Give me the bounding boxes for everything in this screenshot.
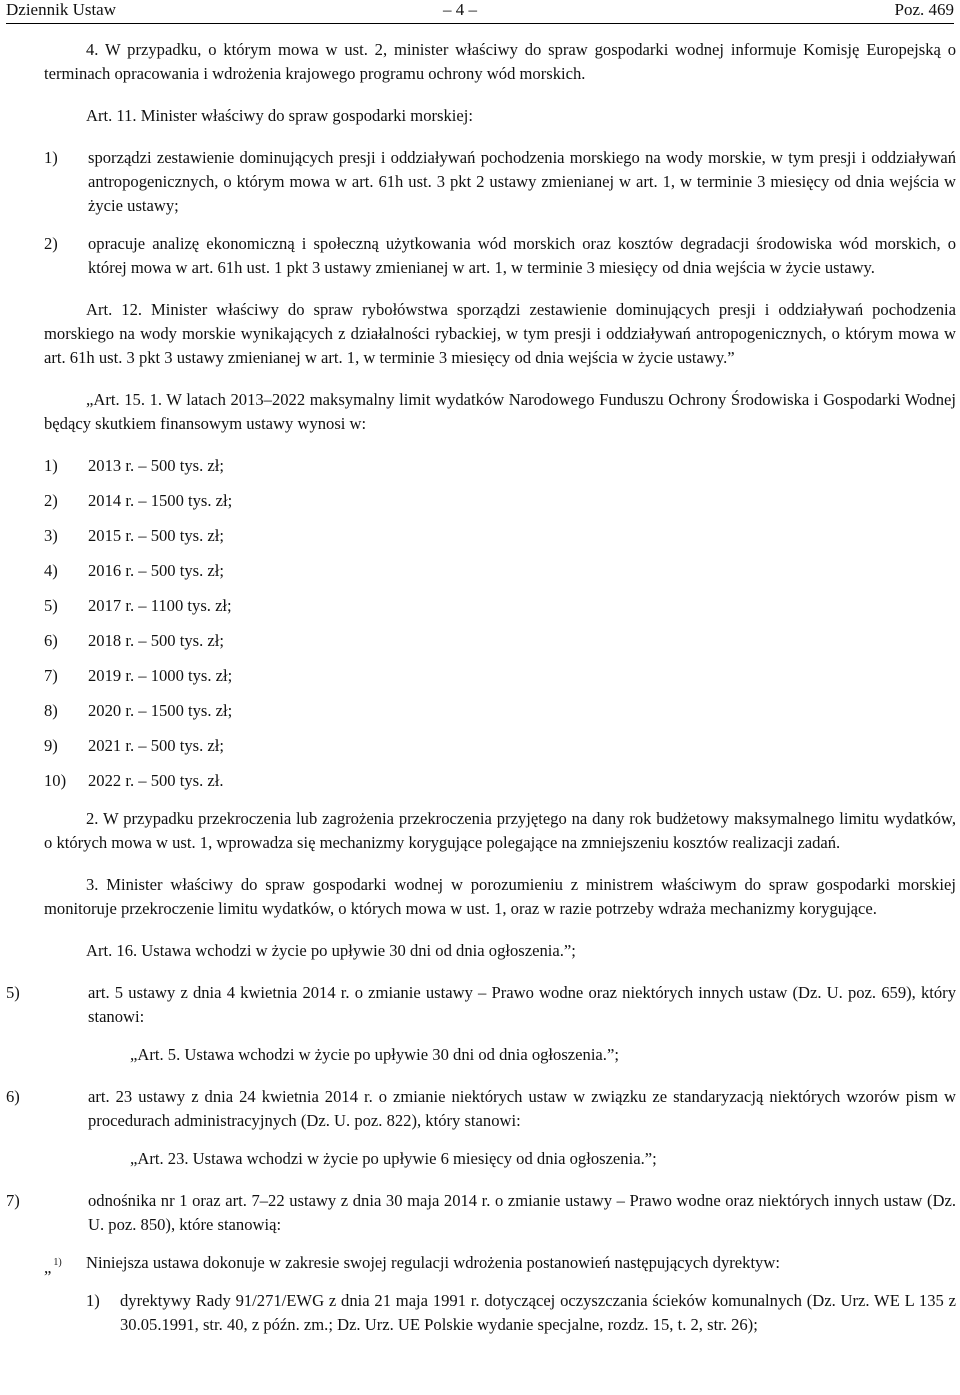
item-number: 6) xyxy=(44,631,58,650)
item-5-quote xyxy=(6,1043,956,1067)
item-text: sporządzi zestawienie dominujących presji i oddziaływań pochodzenia morskiego na wody morskie, w tym presji i oddziaływań antropogenicznych, o którym mowa w art. 61h ust. 3 pkt 2 ustawy zmienianej w art. 1, w terminie 3 miesięcy od dnia wejścia w życie ustawy; xyxy=(88,148,956,215)
item-text: dyrektywy Rady 91/271/EWG z dnia 21 maja 1991 r. dotyczącej oczyszczania ścieków komunalnych (Dz. Urz. WE L 135 z 30.05.1991, str. 40, z późn. zm.; Dz. Urz. UE Polskie wydanie specjalne, rozdz. 15, t. 2, str. 26); xyxy=(120,1291,956,1334)
item-number: 2) xyxy=(44,491,58,510)
item-number: 6) xyxy=(6,1087,20,1106)
item-number: 4) xyxy=(44,561,58,580)
item-number: 10) xyxy=(44,771,67,790)
item-text: odnośnika nr 1 oraz art. 7–22 ustawy z dnia 30 maja 2014 r. o zmianie ustawy – Prawo wodne oraz niektórych innych ustaw (Dz. U. poz. 850), które stanowią: xyxy=(88,1191,956,1234)
item-number: 1) xyxy=(86,1291,100,1310)
item-number: 5) xyxy=(6,983,20,1002)
item-6-quote xyxy=(6,1147,956,1171)
item-text: 2018 r. – 500 tys. zł; xyxy=(88,631,224,650)
item-text: 2014 r. – 1500 tys. zł; xyxy=(88,491,233,510)
list-item xyxy=(44,559,956,583)
header-rule xyxy=(6,23,954,24)
list-item xyxy=(44,524,956,548)
opening-quote: „ xyxy=(44,1258,52,1277)
list-item xyxy=(44,454,956,478)
item-text: 2019 r. – 1000 tys. zł; xyxy=(88,666,233,685)
page-header xyxy=(6,0,954,24)
footnote-text: Niniejsza ustawa dokonuje w zakresie swojej regulacji wdrożenia postanowień następujących dyrektyw: xyxy=(86,1253,780,1272)
item-text: 2021 r. – 500 tys. zł; xyxy=(88,736,224,755)
item-number: 8) xyxy=(44,701,58,720)
item-number: 9) xyxy=(44,736,58,755)
item-text: 2022 r. – 500 tys. zł. xyxy=(88,771,224,790)
item-number: 2) xyxy=(44,234,58,253)
footnote-superscript: 1) xyxy=(53,1257,62,1268)
item-text: art. 5 ustawy z dnia 4 kwietnia 2014 r. o zmianie ustawy – Prawo wodne oraz niektórych innych ustaw (Dz. U. poz. 659), który stanowi: xyxy=(88,983,956,1026)
item-number: 5) xyxy=(44,596,58,615)
item-text: 2020 r. – 1500 tys. zł; xyxy=(88,701,233,720)
list-item xyxy=(44,629,956,653)
footnote-1 xyxy=(44,1251,956,1275)
list-item xyxy=(44,769,956,793)
page-number: – 4 – xyxy=(443,0,477,19)
item-text: 2013 r. – 500 tys. zł; xyxy=(88,456,224,475)
art-11-item-2 xyxy=(44,232,956,280)
list-item xyxy=(44,699,956,723)
list-item xyxy=(44,734,956,758)
document-body xyxy=(6,38,956,1337)
item-text: 2015 r. – 500 tys. zł; xyxy=(88,526,224,545)
list-item xyxy=(44,664,956,688)
list-item xyxy=(44,594,956,618)
item-text: 2016 r. – 500 tys. zł; xyxy=(88,561,224,580)
journal-title: Dziennik Ustaw xyxy=(6,0,117,19)
item-text: art. 23 ustawy z dnia 24 kwietnia 2014 r. o zmianie niektórych ustaw w związku ze standaryzacją niektórych wzorów pism w procedurach administracyjnych (Dz. U. poz. 822), który stanowi: xyxy=(88,1087,956,1130)
art-12: Art. 12. Minister właściwy do spraw rybołówstwa sporządzi zestawienie dominujących presji i oddziaływań pochodzenia morskiego na wody morskie wynikających z działalności rybackiej, w tym presji i oddziaływań antropogenicznych, o którym mowa w art. 61h ust. 3 pkt 3 ustawy zmienianej w art. 1, w terminie 3 miesięcy od dnia wejścia w życie ustawy.” xyxy=(44,300,956,367)
art-15-paragraph-2: 2. W przypadku przekroczenia lub zagrożenia przekroczenia przyjętego na dany rok budżetowy maksymalnego limitu wydatków, o których mowa w ust. 1, wprowadza się mechanizmy korygujące polegające na zmniejszeniu kosztów realizacji zadań. xyxy=(44,809,956,852)
quoted-article: „Art. 5. Ustawa wchodzi w życie po upływie 30 dni od dnia ogłoszenia.”; xyxy=(130,1045,619,1064)
item-7 xyxy=(6,1189,956,1237)
item-number: 1) xyxy=(44,456,58,475)
art-15-intro: „Art. 15. 1. W latach 2013–2022 maksymalny limit wydatków Narodowego Funduszu Ochrony Środowiska i Gospodarki Wodnej będący skutkiem finansowym ustawy wynosi w: xyxy=(44,390,956,433)
art-16: Art. 16. Ustawa wchodzi w życie po upływie 30 dni od dnia ogłoszenia.”; xyxy=(86,941,576,960)
quoted-article: „Art. 23. Ustawa wchodzi w życie po upływie 6 miesięcy od dnia ogłoszenia.”; xyxy=(130,1149,657,1168)
item-text: opracuje analizę ekonomiczną i społeczną użytkowania wód morskich oraz kosztów degradacji środowiska wód morskich, o której mowa w art. 61h ust. 1 pkt 3 ustawy zmienianej w art. 1, w terminie 3 miesięcy od dnia wejścia w życie ustawy. xyxy=(88,234,956,277)
item-number: 1) xyxy=(44,148,58,167)
art-15-paragraph-3: 3. Minister właściwy do spraw gospodarki wodnej w porozumieniu z ministrem właściwym do spraw gospodarki morskiej monitoruje przekroczenie limitu wydatków, o których mowa w ust. 1, oraz w razie potrzeby wdraża mechanizmy korygujące. xyxy=(44,875,956,918)
position-number: Poz. 469 xyxy=(894,0,954,19)
item-5 xyxy=(6,981,956,1029)
item-text: 2017 r. – 1100 tys. zł; xyxy=(88,596,232,615)
year-limit-list xyxy=(44,454,956,793)
art-11-intro: Art. 11. Minister właściwy do spraw gospodarki morskiej: xyxy=(86,106,473,125)
paragraph-4: 4. W przypadku, o którym mowa w ust. 2, minister właściwy do spraw gospodarki wodnej informuje Komisję Europejską o terminach opracowania i wdrożenia krajowego programu ochrony wód morskich. xyxy=(44,40,956,83)
item-number: 7) xyxy=(6,1191,20,1210)
art-11-item-1 xyxy=(44,146,956,218)
item-6 xyxy=(6,1085,956,1133)
list-item xyxy=(44,489,956,513)
directive-item-1 xyxy=(44,1289,956,1337)
footnote-mark xyxy=(44,1251,62,1280)
item-number: 7) xyxy=(44,666,58,685)
item-number: 3) xyxy=(44,526,58,545)
